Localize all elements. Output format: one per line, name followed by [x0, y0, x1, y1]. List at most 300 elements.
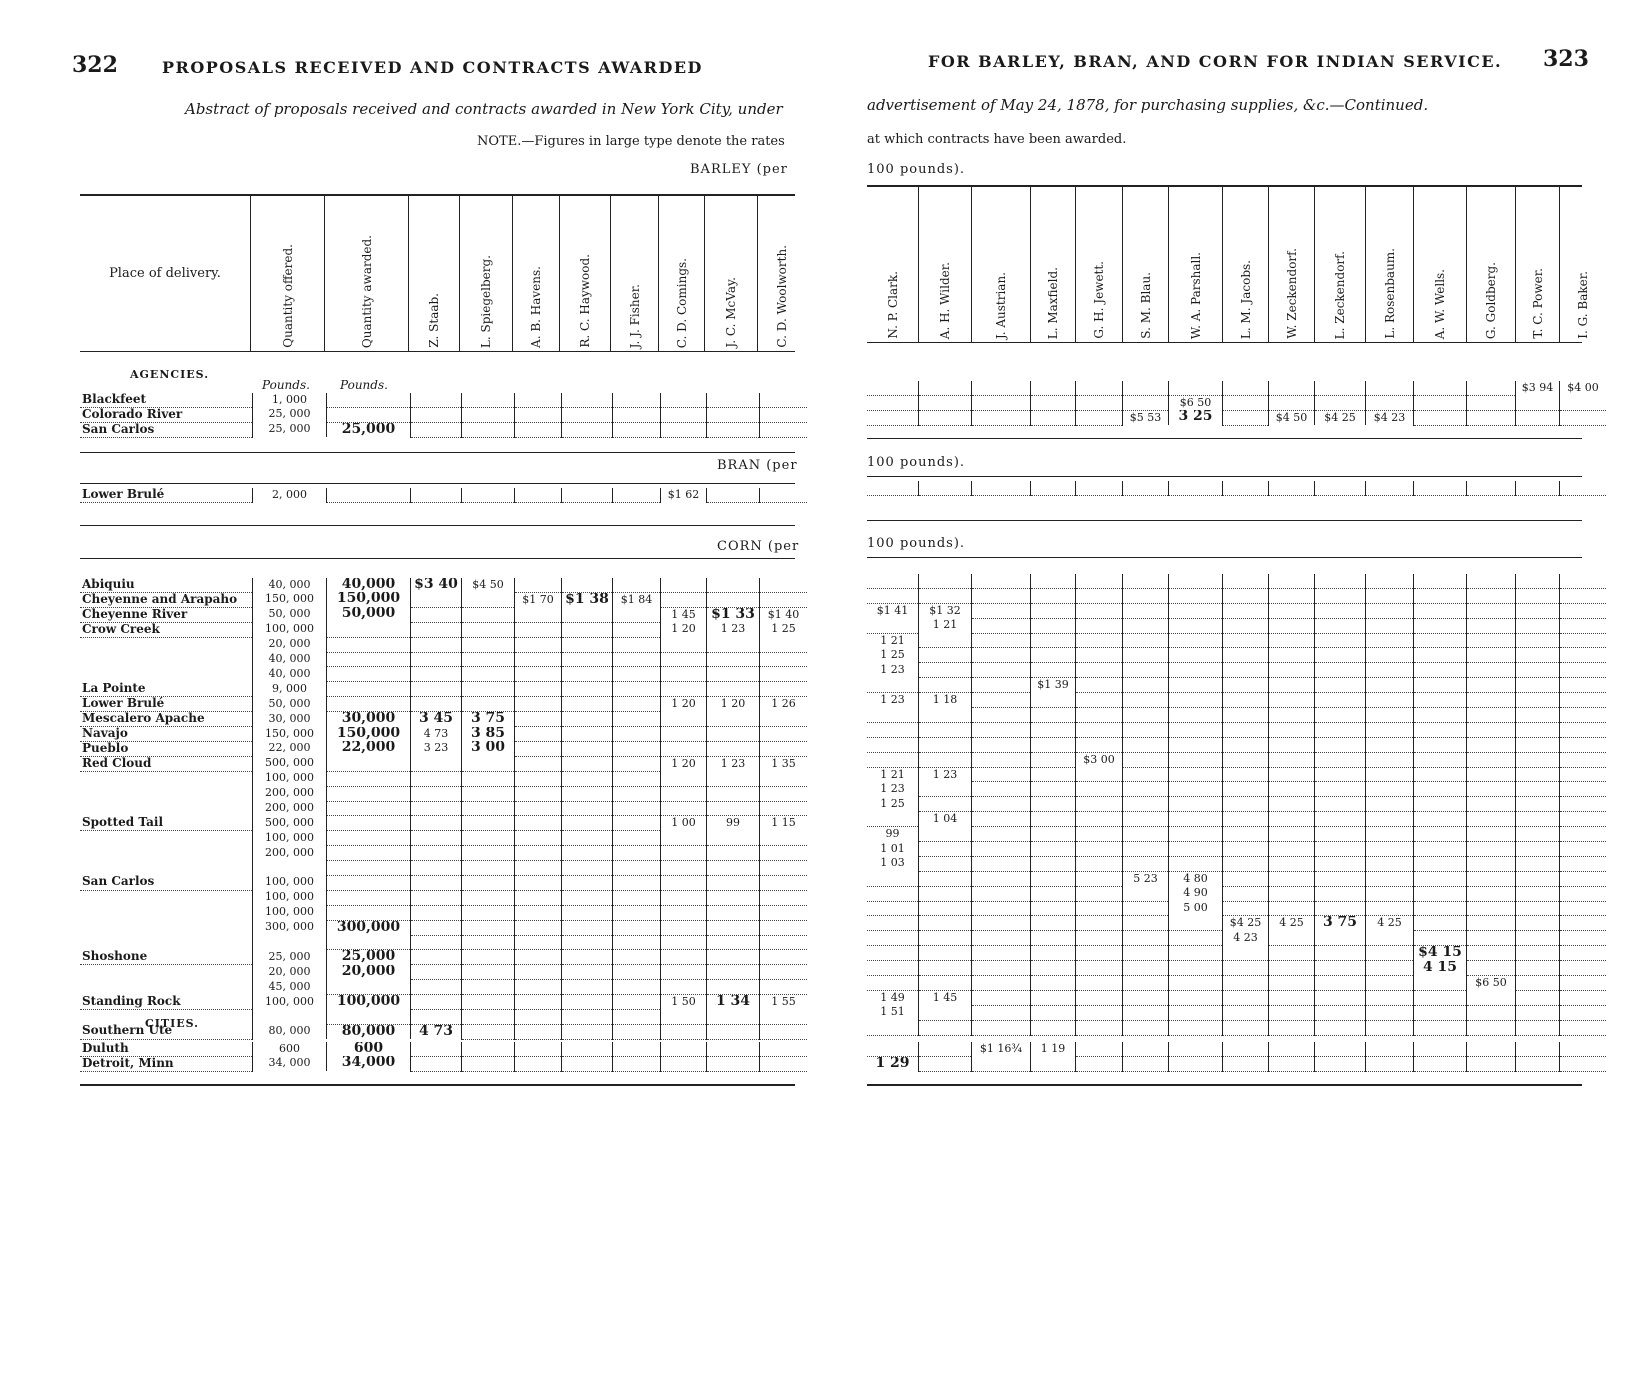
bid-cell	[919, 827, 972, 842]
bid-cell	[707, 407, 760, 422]
bid-cell	[1223, 827, 1269, 842]
bid-cell	[1516, 767, 1560, 782]
bid-cell	[462, 407, 515, 422]
bid-cell	[760, 682, 808, 697]
bid-cell	[1366, 886, 1414, 901]
bid-cell	[1123, 588, 1169, 603]
bid-cell	[462, 875, 515, 890]
bid-cell	[613, 786, 661, 801]
quantity-offered-cell: 25, 000	[253, 950, 327, 965]
bid-cell	[707, 771, 760, 786]
bid-cell	[562, 801, 613, 816]
bid-cell	[867, 1020, 919, 1035]
bid-cell	[1123, 886, 1169, 901]
bid-cell	[1076, 588, 1123, 603]
bid-cell	[1169, 767, 1223, 782]
bid-cell	[972, 1020, 1031, 1035]
bid-cell	[1467, 901, 1516, 916]
bid-cell	[760, 1024, 808, 1039]
table-row	[867, 603, 1606, 618]
column-header-label: N. P. Clark.	[885, 271, 900, 339]
quantity-awarded-cell	[327, 846, 411, 861]
bid-cell	[972, 990, 1031, 1005]
bid-cell	[515, 950, 562, 965]
bid-cell	[515, 697, 562, 712]
table-row	[867, 633, 1606, 648]
bid-cell	[1123, 916, 1169, 931]
bid-cell	[411, 861, 462, 876]
bid-cell	[462, 1024, 515, 1039]
quantity-offered-cell: 80, 000	[253, 1024, 327, 1039]
bid-cell	[1223, 678, 1269, 693]
table-row	[867, 737, 1606, 752]
bid-cell	[760, 875, 808, 890]
bid-cell	[1366, 1020, 1414, 1035]
bid-cell	[1516, 961, 1560, 976]
table-row	[80, 741, 807, 756]
bid-cell	[515, 995, 562, 1010]
bid-cell	[1269, 1056, 1315, 1071]
bid-cell	[1169, 737, 1223, 752]
quantity-awarded-cell: 80,000	[327, 1024, 411, 1039]
bid-cell	[1123, 663, 1169, 678]
bid-cell	[972, 931, 1031, 946]
bid-cell	[707, 905, 760, 920]
bid-cell	[919, 381, 972, 395]
bid-cell	[613, 652, 661, 667]
bid-cell	[1414, 886, 1467, 901]
quantity-offered-cell: 150, 000	[253, 592, 327, 607]
table-row	[867, 856, 1606, 871]
right-bottom-rule	[867, 1084, 1582, 1086]
bid-cell	[972, 976, 1031, 991]
bid-cell	[760, 905, 808, 920]
bid-cell	[1516, 588, 1560, 603]
table-row	[80, 407, 807, 422]
quantity-awarded-cell	[327, 697, 411, 712]
bid-cell	[1414, 588, 1467, 603]
bid-cell	[613, 816, 661, 831]
bid-cell	[661, 1024, 707, 1039]
bid-cell	[1269, 1042, 1315, 1056]
bid-cell: 1 45	[919, 990, 972, 1005]
bid-cell	[1031, 381, 1076, 395]
place-cell: San Carlos	[80, 422, 253, 437]
bid-cell	[1123, 381, 1169, 395]
place-cell: Detroit, Minn	[80, 1056, 253, 1071]
bid-cell	[707, 920, 760, 935]
bid-cell	[972, 871, 1031, 886]
place-cell: Colorado River	[80, 407, 253, 422]
bid-cell	[1269, 588, 1315, 603]
table-row	[867, 588, 1606, 603]
bid-cell	[760, 1042, 808, 1056]
bid-cell	[1315, 648, 1366, 663]
bid-cell	[707, 875, 760, 890]
bid-cell	[661, 652, 707, 667]
bid-cell	[867, 1042, 919, 1056]
quantity-offered-cell: 100, 000	[253, 890, 327, 905]
quantity-awarded-cell	[327, 488, 411, 502]
bid-cell	[1269, 395, 1315, 410]
bid-cell	[760, 592, 808, 607]
table-row	[80, 920, 807, 935]
bid-cell	[1414, 574, 1467, 588]
bid-cell	[1366, 946, 1414, 961]
bid-cell	[1076, 886, 1123, 901]
bid-cell: $1 38	[562, 592, 613, 607]
bid-cell	[562, 712, 613, 727]
table-row	[867, 827, 1606, 842]
bid-cell: 4 23	[1223, 931, 1269, 946]
table-row	[80, 950, 807, 965]
right-barley-table	[867, 381, 1606, 426]
bid-cell	[562, 890, 613, 905]
bid-cell	[1560, 1056, 1607, 1071]
bid-cell	[1560, 976, 1607, 991]
column-header	[409, 196, 460, 351]
bid-cell	[1414, 633, 1467, 648]
bid-cell	[1516, 678, 1560, 693]
bid-cell	[1031, 901, 1076, 916]
bid-cell	[919, 395, 972, 410]
bid-cell	[1366, 737, 1414, 752]
bid-cell	[707, 652, 760, 667]
bid-cell	[707, 1042, 760, 1056]
bid-cell	[1315, 693, 1366, 708]
bid-cell	[707, 712, 760, 727]
bid-cell	[411, 846, 462, 861]
left-header-rule	[80, 351, 795, 352]
bid-cell	[1076, 633, 1123, 648]
bid-cell	[1123, 782, 1169, 797]
bid-cell	[1366, 797, 1414, 812]
bid-cell	[1467, 812, 1516, 827]
quantity-offered-cell: 40, 000	[253, 667, 327, 682]
bid-cell	[462, 1009, 515, 1024]
quantity-offered-cell: 34, 000	[253, 1056, 327, 1071]
column-header-label: I. G. Baker.	[1576, 271, 1590, 339]
table-row	[80, 488, 807, 502]
bid-cell	[1560, 693, 1607, 708]
table-row	[80, 422, 807, 437]
place-cell	[80, 920, 253, 935]
column-header	[1123, 187, 1169, 342]
bid-cell	[1223, 481, 1269, 495]
quantity-offered-cell: 40, 000	[253, 578, 327, 592]
bid-cell	[1169, 1056, 1223, 1071]
bid-cell	[1223, 1042, 1269, 1056]
bid-cell	[707, 741, 760, 756]
bid-cell	[1031, 782, 1076, 797]
bid-cell	[707, 1056, 760, 1071]
bid-cell	[411, 771, 462, 786]
table-row	[867, 410, 1606, 425]
bid-cell	[1223, 693, 1269, 708]
quantity-awarded-cell	[327, 905, 411, 920]
quantity-offered-cell: 300, 000	[253, 920, 327, 935]
column-header	[611, 196, 659, 351]
bid-cell	[613, 697, 661, 712]
place-cell	[80, 935, 253, 950]
place-cell: Southern Ute	[80, 1024, 253, 1039]
column-header	[1169, 187, 1223, 342]
bid-cell	[1366, 618, 1414, 633]
bid-cell	[1123, 990, 1169, 1005]
quantity-offered-cell: 100, 000	[253, 771, 327, 786]
quantity-offered-cell: 22, 000	[253, 741, 327, 756]
bid-cell	[1223, 961, 1269, 976]
bid-cell	[515, 875, 562, 890]
bid-cell	[1315, 574, 1366, 588]
quantity-offered-cell: 40, 000	[253, 652, 327, 667]
quantity-awarded-cell	[327, 1009, 411, 1024]
bid-cell: $4 25	[1223, 916, 1269, 931]
bid-cell	[515, 488, 562, 502]
quantity-awarded-cell	[327, 861, 411, 876]
quantity-offered-cell: 100, 000	[253, 995, 327, 1010]
bid-cell	[1560, 1042, 1607, 1056]
bid-cell	[613, 607, 661, 622]
bid-cell	[515, 786, 562, 801]
bid-cell	[1315, 1005, 1366, 1020]
bid-cell	[1223, 856, 1269, 871]
column-header-label: A. H. Wilder.	[938, 261, 952, 339]
bid-cell	[462, 622, 515, 637]
bid-cell	[1269, 648, 1315, 663]
table-row	[80, 965, 807, 980]
bid-cell	[1315, 812, 1366, 827]
column-header-label: Quantity awarded.	[359, 234, 374, 348]
bid-cell	[1414, 1042, 1467, 1056]
place-cell: Mescalero Apache	[80, 712, 253, 727]
column-header	[1315, 187, 1366, 342]
bid-cell	[972, 722, 1031, 737]
place-cell: Standing Rock	[80, 995, 253, 1010]
bid-cell	[1467, 842, 1516, 857]
bid-cell	[972, 797, 1031, 812]
bid-cell	[1414, 990, 1467, 1005]
quantity-awarded-cell	[327, 756, 411, 771]
bid-cell	[562, 682, 613, 697]
bid-cell	[613, 995, 661, 1010]
bid-cell: 1 35	[760, 756, 808, 771]
bid-cell	[515, 920, 562, 935]
bid-cell	[661, 741, 707, 756]
bid-cell	[1516, 1042, 1560, 1056]
bid-cell	[613, 1009, 661, 1024]
bid-cell	[411, 756, 462, 771]
bid-cell	[1315, 481, 1366, 495]
quantity-offered-cell: 200, 000	[253, 786, 327, 801]
bid-cell	[613, 488, 661, 502]
bid-cell	[1269, 633, 1315, 648]
place-cell: Navajo	[80, 727, 253, 742]
bid-cell	[919, 1056, 972, 1071]
bid-cell	[707, 801, 760, 816]
bid-cell	[1315, 976, 1366, 991]
bid-cell	[462, 935, 515, 950]
place-cell: Abiquiu	[80, 578, 253, 592]
bid-cell: 1 55	[760, 995, 808, 1010]
bid-cell	[1414, 648, 1467, 663]
bid-cell	[661, 801, 707, 816]
bid-cell	[1560, 931, 1607, 946]
bid-cell	[1269, 842, 1315, 857]
bid-cell	[1269, 797, 1315, 812]
bid-cell	[562, 1056, 613, 1071]
bid-cell	[867, 961, 919, 976]
bid-cell	[919, 648, 972, 663]
bid-cell	[919, 633, 972, 648]
bid-cell	[1269, 946, 1315, 961]
quantity-offered-cell: 20, 000	[253, 965, 327, 980]
bid-cell	[1516, 827, 1560, 842]
bid-cell	[1269, 693, 1315, 708]
quantity-offered-cell: 100, 000	[253, 622, 327, 637]
quantity-awarded-cell: 30,000	[327, 712, 411, 727]
bid-cell	[1269, 931, 1315, 946]
bid-cell	[1560, 886, 1607, 901]
bid-cell	[613, 682, 661, 697]
bid-cell: 1 20	[661, 756, 707, 771]
place-cell: San Carlos	[80, 875, 253, 890]
bid-cell: 1 01	[880, 841, 905, 855]
bid-cell	[1315, 1042, 1366, 1056]
table-row	[80, 995, 807, 1010]
bid-cell: $1 84	[613, 592, 661, 607]
place-cell	[80, 831, 253, 846]
bid-cell	[1315, 603, 1366, 618]
table-row	[867, 961, 1606, 976]
table-row	[867, 782, 1606, 797]
bid-cell	[562, 652, 613, 667]
bid-cell	[515, 905, 562, 920]
bid-cell: $1 70	[515, 592, 562, 607]
bid-cell	[562, 578, 613, 592]
quantity-awarded-cell	[327, 637, 411, 652]
bid-cell	[515, 816, 562, 831]
bid-cell	[1076, 767, 1123, 782]
bid-cell	[613, 712, 661, 727]
bid-cell	[1467, 693, 1516, 708]
bid-cell	[919, 886, 972, 901]
bid-cell	[1123, 395, 1169, 410]
bid-cell	[1169, 782, 1223, 797]
bid-cell	[1269, 856, 1315, 871]
bid-cell	[919, 708, 972, 723]
bid-cell	[919, 1005, 972, 1020]
bid-cell	[1366, 752, 1414, 767]
bid-cell	[613, 950, 661, 965]
table-row	[80, 622, 807, 637]
quantity-awarded-cell	[327, 771, 411, 786]
bid-cell	[1223, 797, 1269, 812]
column-header-label: C. D. Comings.	[674, 257, 689, 348]
bid-cell	[462, 980, 515, 995]
bid-cell	[1414, 481, 1467, 495]
bid-cell	[462, 846, 515, 861]
bid-cell	[919, 588, 972, 603]
bid-cell	[1414, 916, 1467, 931]
bid-cell	[1516, 1056, 1560, 1071]
bid-cell	[1560, 574, 1607, 588]
bid-cell	[1269, 574, 1315, 588]
table-row	[80, 831, 807, 846]
bid-cell	[562, 607, 613, 622]
bid-cell	[707, 667, 760, 682]
table-row	[867, 812, 1606, 827]
bid-cell	[1223, 395, 1269, 410]
table-row	[867, 693, 1606, 708]
place-cell: Cheyenne River	[80, 607, 253, 622]
quantity-awarded-cell: 100,000	[327, 995, 411, 1010]
bid-cell	[613, 393, 661, 407]
bid-cell	[562, 816, 613, 831]
bid-cell	[1031, 990, 1076, 1005]
bid-cell	[707, 578, 760, 592]
place-cell: Cheyenne and Arapaho	[80, 592, 253, 607]
bid-cell	[1414, 782, 1467, 797]
bid-cell	[760, 637, 808, 652]
bid-cell	[1269, 678, 1315, 693]
bid-cell	[411, 801, 462, 816]
bid-cell: $1 40	[760, 607, 808, 622]
quantity-awarded-cell	[327, 393, 411, 407]
bid-cell	[1076, 481, 1123, 495]
bid-cell	[462, 786, 515, 801]
bid-cell	[562, 756, 613, 771]
bid-cell	[1467, 797, 1516, 812]
table-row	[867, 886, 1606, 901]
bid-cell	[411, 875, 462, 890]
bid-cell	[1467, 633, 1516, 648]
bid-cell	[1169, 603, 1223, 618]
bid-cell	[1560, 1020, 1607, 1035]
place-cell	[80, 980, 253, 995]
bid-cell	[1123, 931, 1169, 946]
bid-cell	[1516, 871, 1560, 886]
bid-cell	[462, 697, 515, 712]
bid-cell	[1467, 1042, 1516, 1056]
bid-cell	[1414, 1020, 1467, 1035]
bid-cell	[562, 488, 613, 502]
bid-cell	[1169, 633, 1223, 648]
quantity-offered-cell: 9, 000	[253, 682, 327, 697]
bid-cell	[1516, 693, 1560, 708]
bid-cell	[1123, 856, 1169, 871]
bid-cell	[1366, 678, 1414, 693]
bid-cell	[1516, 886, 1560, 901]
bid-cell	[707, 727, 760, 742]
bid-cell	[1366, 901, 1414, 916]
bid-cell	[867, 410, 919, 425]
bid-cell	[1223, 381, 1269, 395]
bid-cell	[1560, 618, 1607, 633]
bid-cell	[411, 488, 462, 502]
quantity-offered-cell: 500, 000	[253, 756, 327, 771]
table-row	[80, 1042, 807, 1056]
bid-cell	[515, 637, 562, 652]
bid-cell	[661, 712, 707, 727]
bid-cell	[661, 422, 707, 437]
bid-cell	[515, 578, 562, 592]
bid-cell: 4 90	[1169, 886, 1223, 901]
table-row	[867, 1056, 1606, 1071]
bid-cell	[1169, 990, 1223, 1005]
bid-cell	[1123, 1056, 1169, 1071]
bid-cell	[707, 950, 760, 965]
